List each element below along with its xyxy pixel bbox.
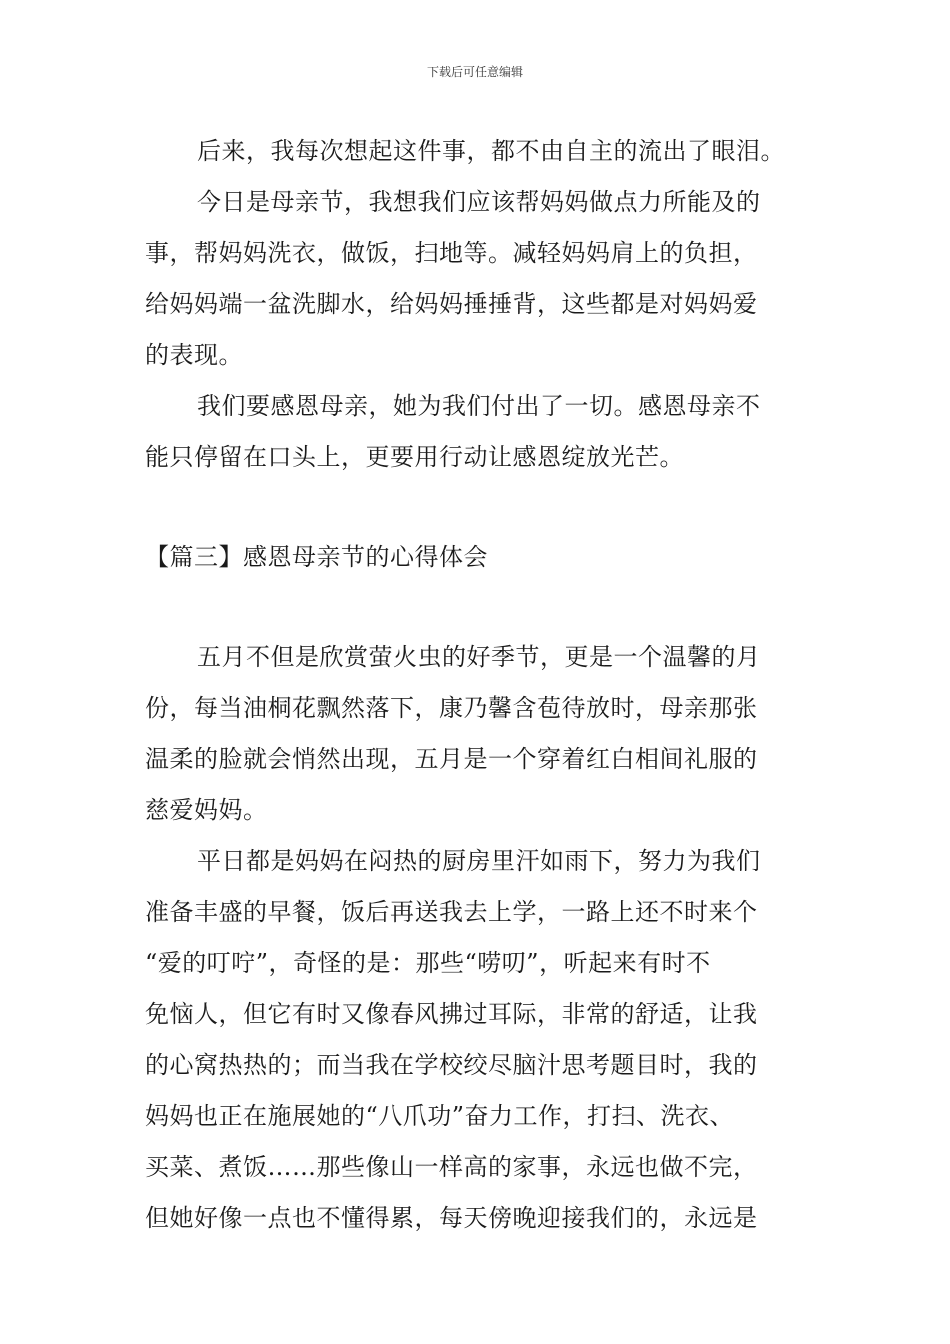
text-line: 免恼人，但它有时又像春风拂过耳际，非常的舒适，让我: [145, 1000, 758, 1028]
text-line: 准备丰盛的早餐，饭后再送我去上学，一路上还不时来个: [145, 898, 758, 926]
spacer: [145, 483, 807, 532]
text-line: 份，每当油桐花飘然落下，康乃馨含苞待放时，母亲那张: [145, 694, 758, 722]
text-line: 今日是母亲节，我想我们应该帮妈妈做点力所能及的: [197, 188, 761, 216]
spacer: [145, 583, 807, 632]
page-header-note: 下载后可任意编辑: [426, 65, 523, 79]
text-line: 给妈妈端一盆洗脚水，给妈妈捶捶背，这些都是对妈妈爱: [145, 290, 758, 318]
text-line: 能只停留在口头上，更要用行动让感恩绽放光芒。: [145, 443, 684, 471]
text-line: 温柔的脸就会悄然出现，五月是一个穿着红白相间礼服的: [145, 745, 758, 773]
text-line: 五月不但是欣赏萤火虫的好季节，更是一个温馨的月: [197, 643, 761, 671]
paragraph-5: [145, 836, 807, 1244]
paragraph-1: [145, 126, 807, 177]
section-heading: 【篇三】感恩母亲节的心得体会: [145, 543, 488, 571]
text-line: 后来，我每次想起这件事，都不由自主的流出了眼泪。: [197, 137, 785, 165]
text-line: 妈妈也正在施展她的“八爪功”奋力工作，打扫、洗衣、: [145, 1102, 735, 1130]
text-line: “爱的叮咛”，奇怪的是：那些“唠叨”，听起来有时不: [145, 949, 711, 977]
text-line: 但她好像一点也不懂得累，每天傍晚迎接我们的，永远是: [145, 1204, 758, 1232]
paragraph-3: [145, 381, 807, 483]
text-line: 事，帮妈妈洗衣，做饭，扫地等。减轻妈妈肩上的负担，: [145, 239, 758, 267]
text-line: 平日都是妈妈在闷热的厨房里汗如雨下，努力为我们: [197, 847, 761, 875]
text-line: 买菜、煮饭……那些像山一样高的家事，永远也做不完，: [145, 1153, 758, 1181]
text-line: 慈爱妈妈。: [145, 796, 268, 824]
paragraph-2: [145, 177, 807, 381]
document-body: [145, 126, 807, 1244]
text-line: 的表现。: [145, 341, 243, 369]
text-line: 的心窝热热的；而当我在学校绞尽脑汁思考题目时，我的: [145, 1051, 758, 1079]
paragraph-4: [145, 632, 807, 836]
text-line: 我们要感恩母亲，她为我们付出了一切。感恩母亲不: [197, 392, 761, 420]
